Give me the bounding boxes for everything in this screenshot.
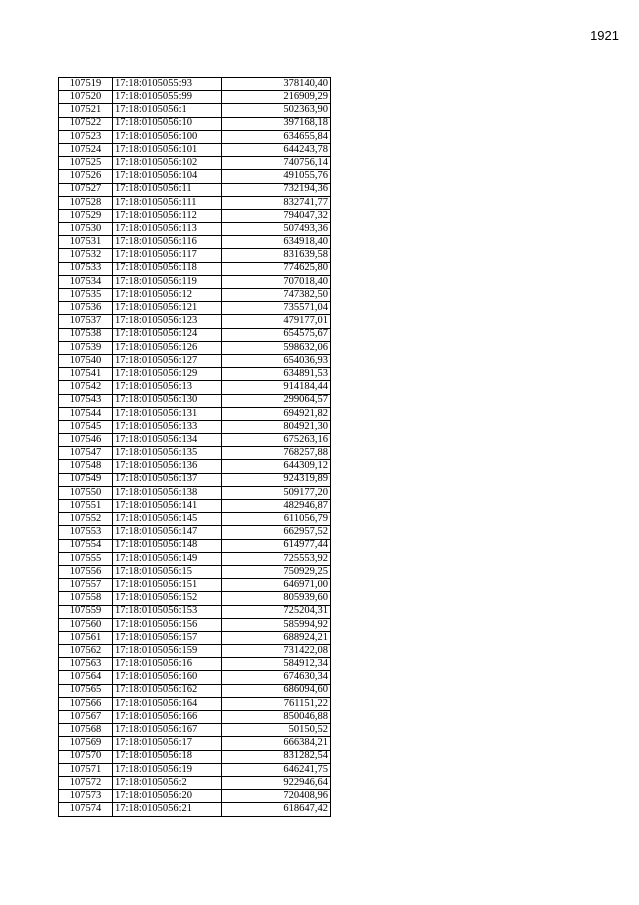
cell-value: 634655,84 <box>222 130 331 143</box>
cell-cadastral-number: 17:18:0105056:15 <box>113 565 222 578</box>
cell-value: 768257,88 <box>222 447 331 460</box>
cell-record-id: 107574 <box>59 803 113 816</box>
table-row <box>59 552 331 565</box>
cell-record-id: 107541 <box>59 368 113 381</box>
cell-cadastral-number: 17:18:0105056:19 <box>113 763 222 776</box>
cell-record-id: 107571 <box>59 763 113 776</box>
cell-cadastral-number: 17:18:0105056:20 <box>113 790 222 803</box>
cell-value: 598632,06 <box>222 341 331 354</box>
cell-value: 750929,25 <box>222 565 331 578</box>
cell-cadastral-number: 17:18:0105056:117 <box>113 249 222 262</box>
cell-value: 831282,54 <box>222 750 331 763</box>
cell-record-id: 107561 <box>59 631 113 644</box>
cell-cadastral-number: 17:18:0105056:118 <box>113 262 222 275</box>
cell-cadastral-number: 17:18:0105055:93 <box>113 78 222 91</box>
cell-cadastral-number: 17:18:0105056:102 <box>113 157 222 170</box>
cell-value: 794047,32 <box>222 209 331 222</box>
cell-value: 831639,58 <box>222 249 331 262</box>
page-number: 1921 <box>590 28 619 43</box>
table-row <box>59 460 331 473</box>
cell-record-id: 107524 <box>59 143 113 156</box>
cell-record-id: 107528 <box>59 196 113 209</box>
cell-value: 725204,31 <box>222 605 331 618</box>
cell-record-id: 107519 <box>59 78 113 91</box>
table-row <box>59 645 331 658</box>
cell-record-id: 107527 <box>59 183 113 196</box>
table-row <box>59 91 331 104</box>
table-row <box>59 302 331 315</box>
cell-cadastral-number: 17:18:0105055:99 <box>113 91 222 104</box>
cell-record-id: 107559 <box>59 605 113 618</box>
cell-cadastral-number: 17:18:0105056:127 <box>113 354 222 367</box>
table-body <box>59 78 331 817</box>
cell-value: 491055,76 <box>222 170 331 183</box>
cell-cadastral-number: 17:18:0105056:148 <box>113 539 222 552</box>
cell-value: 740756,14 <box>222 157 331 170</box>
cell-value: 646971,00 <box>222 579 331 592</box>
cell-value: 662957,52 <box>222 526 331 539</box>
table-row <box>59 711 331 724</box>
cell-cadastral-number: 17:18:0105056:119 <box>113 275 222 288</box>
cell-value: 804921,30 <box>222 420 331 433</box>
table-row <box>59 289 331 302</box>
cell-cadastral-number: 17:18:0105056:135 <box>113 447 222 460</box>
cell-record-id: 107540 <box>59 354 113 367</box>
table-row <box>59 631 331 644</box>
cell-value: 509177,20 <box>222 486 331 499</box>
cell-record-id: 107526 <box>59 170 113 183</box>
cell-cadastral-number: 17:18:0105056:104 <box>113 170 222 183</box>
cell-cadastral-number: 17:18:0105056:17 <box>113 737 222 750</box>
cell-record-id: 107532 <box>59 249 113 262</box>
cell-value: 805939,60 <box>222 592 331 605</box>
cell-value: 611056,79 <box>222 513 331 526</box>
cell-record-id: 107534 <box>59 275 113 288</box>
cell-value: 694921,82 <box>222 407 331 420</box>
cell-record-id: 107546 <box>59 434 113 447</box>
cell-value: 479177,01 <box>222 315 331 328</box>
cell-record-id: 107538 <box>59 328 113 341</box>
cell-cadastral-number: 17:18:0105056:113 <box>113 223 222 236</box>
table-row <box>59 249 331 262</box>
cell-value: 832741,77 <box>222 196 331 209</box>
table-row <box>59 592 331 605</box>
cell-value: 675263,16 <box>222 434 331 447</box>
cell-value: 216909,29 <box>222 91 331 104</box>
cell-cadastral-number: 17:18:0105056:1 <box>113 104 222 117</box>
cell-cadastral-number: 17:18:0105056:121 <box>113 302 222 315</box>
cell-record-id: 107521 <box>59 104 113 117</box>
cell-value: 922946,64 <box>222 776 331 789</box>
table-row <box>59 394 331 407</box>
cell-value: 761151,22 <box>222 697 331 710</box>
cell-cadastral-number: 17:18:0105056:16 <box>113 658 222 671</box>
cell-cadastral-number: 17:18:0105056:116 <box>113 236 222 249</box>
cell-value: 585994,92 <box>222 618 331 631</box>
cell-record-id: 107564 <box>59 671 113 684</box>
cell-record-id: 107552 <box>59 513 113 526</box>
table-row <box>59 368 331 381</box>
cell-record-id: 107563 <box>59 658 113 671</box>
cell-record-id: 107568 <box>59 724 113 737</box>
cell-cadastral-number: 17:18:0105056:111 <box>113 196 222 209</box>
table-row <box>59 671 331 684</box>
cell-cadastral-number: 17:18:0105056:156 <box>113 618 222 631</box>
cell-cadastral-number: 17:18:0105056:149 <box>113 552 222 565</box>
table-row <box>59 473 331 486</box>
cell-record-id: 107531 <box>59 236 113 249</box>
table-row <box>59 565 331 578</box>
table-row <box>59 500 331 513</box>
cell-value: 634918,40 <box>222 236 331 249</box>
cell-record-id: 107562 <box>59 645 113 658</box>
table-row <box>59 157 331 170</box>
cell-record-id: 107572 <box>59 776 113 789</box>
cell-record-id: 107548 <box>59 460 113 473</box>
cell-cadastral-number: 17:18:0105056:138 <box>113 486 222 499</box>
cell-cadastral-number: 17:18:0105056:162 <box>113 684 222 697</box>
data-table <box>58 77 331 817</box>
cell-value: 924319,89 <box>222 473 331 486</box>
cell-record-id: 107551 <box>59 500 113 513</box>
table-row <box>59 130 331 143</box>
cell-cadastral-number: 17:18:0105056:133 <box>113 420 222 433</box>
cell-value: 674630,34 <box>222 671 331 684</box>
cell-value: 614977,44 <box>222 539 331 552</box>
cell-value: 720408,96 <box>222 790 331 803</box>
table-row <box>59 117 331 130</box>
cell-value: 644309,12 <box>222 460 331 473</box>
cell-cadastral-number: 17:18:0105056:137 <box>113 473 222 486</box>
cell-record-id: 107550 <box>59 486 113 499</box>
cell-record-id: 107529 <box>59 209 113 222</box>
cell-cadastral-number: 17:18:0105056:167 <box>113 724 222 737</box>
table-row <box>59 275 331 288</box>
cell-record-id: 107523 <box>59 130 113 143</box>
cell-value: 666384,21 <box>222 737 331 750</box>
table-row <box>59 341 331 354</box>
cell-cadastral-number: 17:18:0105056:153 <box>113 605 222 618</box>
cell-record-id: 107553 <box>59 526 113 539</box>
table-row <box>59 104 331 117</box>
table-row <box>59 434 331 447</box>
cell-cadastral-number: 17:18:0105056:151 <box>113 579 222 592</box>
cell-cadastral-number: 17:18:0105056:13 <box>113 381 222 394</box>
cell-record-id: 107525 <box>59 157 113 170</box>
cell-value: 732194,36 <box>222 183 331 196</box>
cell-value: 914184,44 <box>222 381 331 394</box>
table-row <box>59 790 331 803</box>
table-row <box>59 750 331 763</box>
cell-record-id: 107556 <box>59 565 113 578</box>
cell-cadastral-number: 17:18:0105056:18 <box>113 750 222 763</box>
table-row <box>59 183 331 196</box>
table-row <box>59 143 331 156</box>
cell-value: 725553,92 <box>222 552 331 565</box>
table-row <box>59 196 331 209</box>
table-row <box>59 605 331 618</box>
cell-record-id: 107522 <box>59 117 113 130</box>
cell-value: 507493,36 <box>222 223 331 236</box>
cell-value: 654036,93 <box>222 354 331 367</box>
cell-cadastral-number: 17:18:0105056:11 <box>113 183 222 196</box>
table-row <box>59 328 331 341</box>
cell-value: 482946,87 <box>222 500 331 513</box>
table-row <box>59 262 331 275</box>
cell-record-id: 107558 <box>59 592 113 605</box>
cell-value: 686094,60 <box>222 684 331 697</box>
cell-value: 584912,34 <box>222 658 331 671</box>
table-row <box>59 209 331 222</box>
cell-record-id: 107542 <box>59 381 113 394</box>
table-row <box>59 579 331 592</box>
table-row <box>59 78 331 91</box>
cell-value: 397168,18 <box>222 117 331 130</box>
cell-record-id: 107549 <box>59 473 113 486</box>
cell-cadastral-number: 17:18:0105056:112 <box>113 209 222 222</box>
table-row <box>59 684 331 697</box>
cell-record-id: 107530 <box>59 223 113 236</box>
table-row <box>59 420 331 433</box>
table-row <box>59 236 331 249</box>
table-row <box>59 724 331 737</box>
cell-record-id: 107565 <box>59 684 113 697</box>
cell-cadastral-number: 17:18:0105056:159 <box>113 645 222 658</box>
cell-cadastral-number: 17:18:0105056:152 <box>113 592 222 605</box>
table-row <box>59 697 331 710</box>
cell-value: 731422,08 <box>222 645 331 658</box>
cell-cadastral-number: 17:18:0105056:130 <box>113 394 222 407</box>
cell-record-id: 107544 <box>59 407 113 420</box>
table-row <box>59 447 331 460</box>
cell-value: 299064,57 <box>222 394 331 407</box>
cell-value: 707018,40 <box>222 275 331 288</box>
cell-cadastral-number: 17:18:0105056:141 <box>113 500 222 513</box>
cell-value: 644243,78 <box>222 143 331 156</box>
cell-value: 850046,88 <box>222 711 331 724</box>
table-row <box>59 776 331 789</box>
cell-record-id: 107569 <box>59 737 113 750</box>
table-row <box>59 618 331 631</box>
cell-cadastral-number: 17:18:0105056:124 <box>113 328 222 341</box>
cell-cadastral-number: 17:18:0105056:134 <box>113 434 222 447</box>
table-row <box>59 486 331 499</box>
cell-record-id: 107543 <box>59 394 113 407</box>
cell-cadastral-number: 17:18:0105056:12 <box>113 289 222 302</box>
cell-cadastral-number: 17:18:0105056:147 <box>113 526 222 539</box>
cell-record-id: 107567 <box>59 711 113 724</box>
cell-record-id: 107566 <box>59 697 113 710</box>
cell-value: 50150,52 <box>222 724 331 737</box>
cell-record-id: 107554 <box>59 539 113 552</box>
cell-value: 654575,67 <box>222 328 331 341</box>
table-row <box>59 223 331 236</box>
table-row <box>59 315 331 328</box>
cell-cadastral-number: 17:18:0105056:126 <box>113 341 222 354</box>
cell-record-id: 107536 <box>59 302 113 315</box>
cell-cadastral-number: 17:18:0105056:157 <box>113 631 222 644</box>
cell-record-id: 107537 <box>59 315 113 328</box>
cell-record-id: 107547 <box>59 447 113 460</box>
cell-record-id: 107557 <box>59 579 113 592</box>
cell-record-id: 107555 <box>59 552 113 565</box>
cell-record-id: 107533 <box>59 262 113 275</box>
cell-value: 378140,40 <box>222 78 331 91</box>
cell-value: 634891,53 <box>222 368 331 381</box>
cell-record-id: 107573 <box>59 790 113 803</box>
cell-cadastral-number: 17:18:0105056:100 <box>113 130 222 143</box>
table-row <box>59 407 331 420</box>
cell-cadastral-number: 17:18:0105056:136 <box>113 460 222 473</box>
cell-cadastral-number: 17:18:0105056:160 <box>113 671 222 684</box>
cell-value: 618647,42 <box>222 803 331 816</box>
cell-cadastral-number: 17:18:0105056:101 <box>113 143 222 156</box>
table-row <box>59 513 331 526</box>
cell-cadastral-number: 17:18:0105056:123 <box>113 315 222 328</box>
table-row <box>59 803 331 816</box>
cell-record-id: 107545 <box>59 420 113 433</box>
cell-record-id: 107570 <box>59 750 113 763</box>
cell-record-id: 107560 <box>59 618 113 631</box>
cell-cadastral-number: 17:18:0105056:145 <box>113 513 222 526</box>
cell-record-id: 107520 <box>59 91 113 104</box>
cell-value: 747382,50 <box>222 289 331 302</box>
cell-record-id: 107539 <box>59 341 113 354</box>
cell-value: 646241,75 <box>222 763 331 776</box>
table-row <box>59 526 331 539</box>
table-row <box>59 539 331 552</box>
cell-cadastral-number: 17:18:0105056:166 <box>113 711 222 724</box>
cell-value: 774625,80 <box>222 262 331 275</box>
table-row <box>59 737 331 750</box>
table-row <box>59 381 331 394</box>
cell-cadastral-number: 17:18:0105056:10 <box>113 117 222 130</box>
cell-record-id: 107535 <box>59 289 113 302</box>
cell-cadastral-number: 17:18:0105056:2 <box>113 776 222 789</box>
table-row <box>59 170 331 183</box>
cell-cadastral-number: 17:18:0105056:129 <box>113 368 222 381</box>
table-row <box>59 763 331 776</box>
cell-value: 735571,04 <box>222 302 331 315</box>
cell-cadastral-number: 17:18:0105056:164 <box>113 697 222 710</box>
table-row <box>59 658 331 671</box>
cell-cadastral-number: 17:18:0105056:131 <box>113 407 222 420</box>
cell-value: 688924,21 <box>222 631 331 644</box>
table-row <box>59 354 331 367</box>
cell-cadastral-number: 17:18:0105056:21 <box>113 803 222 816</box>
cell-value: 502363,90 <box>222 104 331 117</box>
